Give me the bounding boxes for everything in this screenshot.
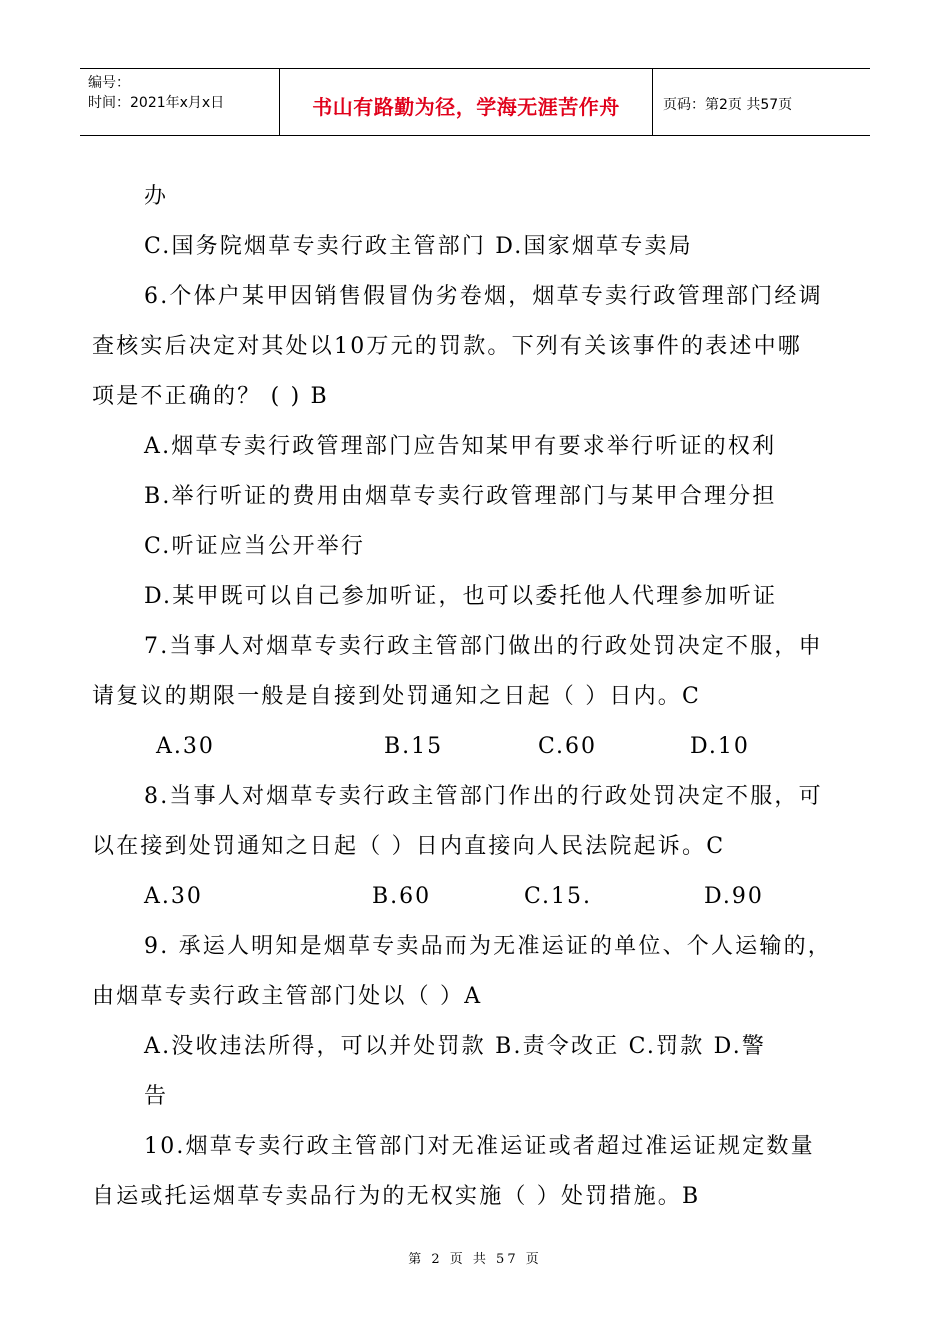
question-7-options [92, 722, 872, 772]
option-line: A.没收违法所得，可以并处罚款 B.责令改正 C.罚款 D.警 [144, 1034, 767, 1059]
option-line: D.某甲既可以自己参加听证，也可以委托他人代理参加听证 [144, 584, 778, 609]
text-line: C.国务院烟草专卖行政主管部门 D.国家烟草专卖局 [144, 234, 693, 259]
option-a: A.30 [156, 734, 215, 759]
header-motto-cell [280, 69, 653, 135]
text-line: 告 [144, 1084, 169, 1109]
document-time-label: 时间：2021年x月x日 [88, 95, 225, 111]
text-line: 请复议的期限一般是自接到处罚通知之日起（ ）日内。C [92, 684, 702, 709]
option-line: A.烟草专卖行政管理部门应告知某甲有要求举行听证的权利 [144, 434, 777, 459]
text-line: 由烟草专卖行政主管部门处以（ ）A [92, 984, 483, 1009]
page-header [80, 68, 870, 136]
option-line: B.举行听证的费用由烟草专卖行政管理部门与某甲合理分担 [144, 484, 777, 509]
option-c: C.15. [524, 884, 593, 909]
document-body [92, 172, 872, 1222]
header-motto: 书山有路勤为径，学海无涯苦作舟 [312, 94, 620, 119]
header-page-info: 页码：第2页 共57页 [663, 97, 793, 113]
page-footer: 第 2 页 共 57 页 [408, 1252, 542, 1267]
header-meta-cell [80, 69, 280, 135]
option-a: A.30 [144, 884, 203, 909]
question-9-line: 9. 承运人明知是烟草专卖品而为无准运证的单位、个人运输的， [144, 934, 832, 959]
option-d: D.90 [704, 884, 764, 909]
text-line: 项是不正确的？ ( ) B [92, 384, 329, 409]
text-line: 自运或托运烟草专卖品行为的无权实施（ ）处罚措施。B [92, 1184, 701, 1209]
text-line: 以在接到处罚通知之日起（ ）日内直接向人民法院起诉。C [92, 834, 726, 859]
question-6-line: 6.个体户某甲因销售假冒伪劣卷烟，烟草专卖行政管理部门经调 [144, 284, 823, 309]
text-line: 办 [144, 184, 169, 209]
option-c: C.60 [538, 734, 598, 759]
option-d: D.10 [690, 734, 750, 759]
question-8-options [92, 872, 872, 922]
option-b: B.60 [372, 884, 432, 909]
option-line: C.听证应当公开举行 [144, 534, 366, 559]
question-10-line: 10.烟草专卖行政主管部门对无准运证或者超过准运证规定数量 [144, 1134, 815, 1159]
question-7-line: 7.当事人对烟草专卖行政主管部门做出的行政处罚决定不服，申 [144, 634, 823, 659]
header-page-cell [653, 69, 870, 135]
document-number-label: 编号： [88, 75, 130, 91]
question-8-line: 8.当事人对烟草专卖行政主管部门作出的行政处罚决定不服，可 [144, 784, 823, 809]
text-line: 查核实后决定对其处以10万元的罚款。下列有关该事件的表述中哪 [92, 334, 802, 359]
option-b: B.15 [384, 734, 444, 759]
